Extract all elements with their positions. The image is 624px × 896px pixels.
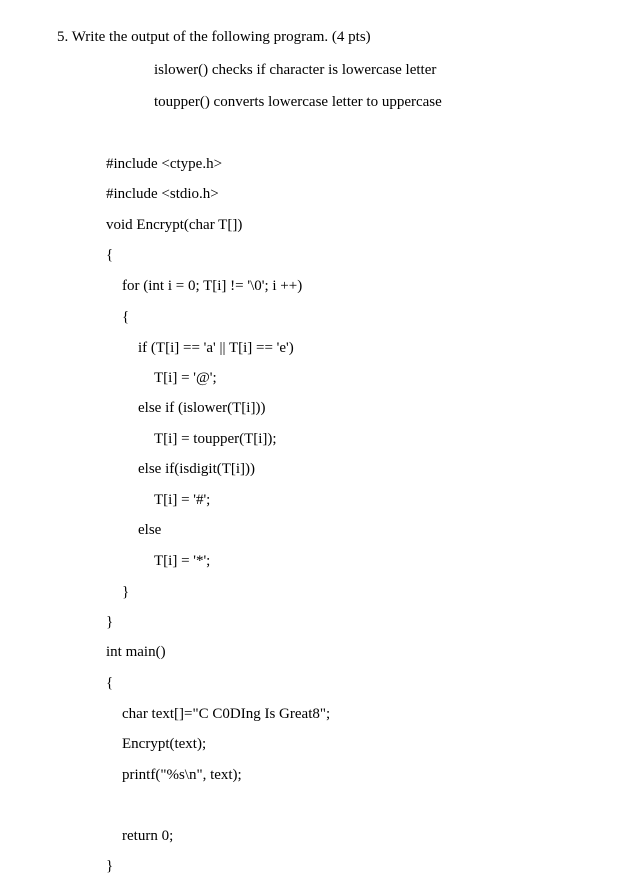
code-line-include-ctype: #include <ctype.h> [106, 156, 223, 172]
code-line-return: return 0; [122, 828, 174, 844]
note-toupper: toupper() converts lowercase letter to uppercase [154, 94, 442, 110]
code-line-printf: printf("%s\n", text); [122, 767, 242, 783]
code-line-encrypt-signature: void Encrypt(char T[]) [106, 217, 243, 233]
code-line-assign-at: T[i] = '@'; [154, 370, 217, 386]
code-line-for-open-brace: { [122, 309, 130, 325]
code-line-if-vowel: if (T[i] == 'a' || T[i] == 'e') [138, 340, 294, 356]
code-line-main-open-brace: { [106, 675, 114, 691]
code-line-assign-hash: T[i] = '#'; [154, 492, 211, 508]
code-line-main-close-brace: } [106, 858, 114, 874]
code-line-assign-star: T[i] = '*'; [154, 553, 211, 569]
code-line-open-brace: { [106, 247, 114, 263]
code-line-for-loop: for (int i = 0; T[i] != '\0'; i ++) [122, 278, 303, 294]
code-line-main-signature: int main() [106, 644, 166, 660]
question-text: 5. Write the output of the following program. (4 pts) [57, 29, 371, 45]
code-line-else-if-isdigit: else if(isdigit(T[i])) [138, 461, 256, 477]
code-line-else-if-islower: else if (islower(T[i])) [138, 400, 266, 416]
note-islower: islower() checks if character is lowercase letter [154, 62, 437, 78]
code-line-text-declaration: char text[]="C C0DIng Is Great8"; [122, 706, 331, 722]
code-line-else: else [138, 522, 162, 538]
code-line-for-close-brace: } [122, 584, 130, 600]
code-line-assign-toupper: T[i] = toupper(T[i]); [154, 431, 277, 447]
code-line-include-stdio: #include <stdio.h> [106, 186, 219, 202]
code-line-encrypt-close-brace: } [106, 614, 114, 630]
code-line-encrypt-call: Encrypt(text); [122, 736, 207, 752]
